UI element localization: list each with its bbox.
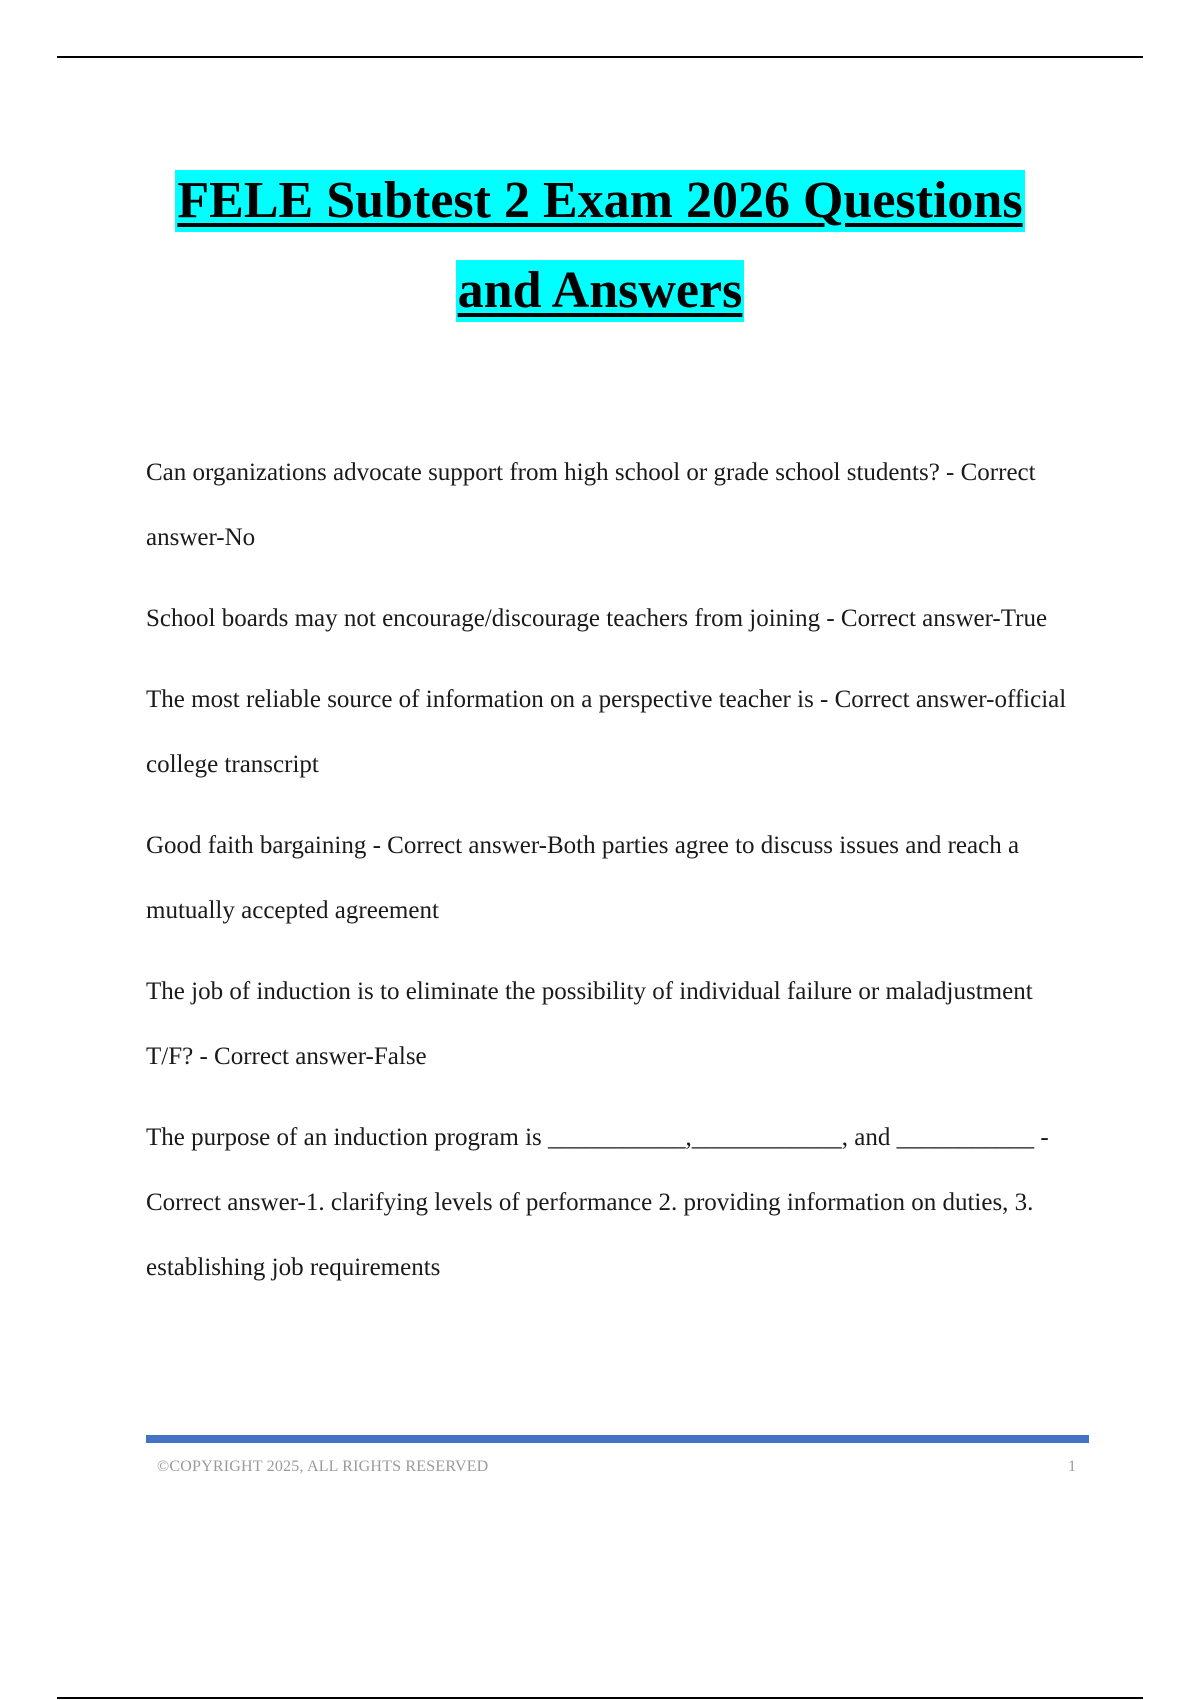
footer-copyright: ©COPYRIGHT 2025, ALL RIGHTS RESERVED	[157, 1458, 489, 1475]
document-title	[57, 170, 1143, 322]
qa-item: The purpose of an induction program is ___________,____________, and ___________ - Correct answer-1. clarifying levels of performance 2. providing information on duties, 3. establishing job requirements	[146, 1124, 1049, 1281]
qa-item: Can organizations advocate support from high school or grade school students? - Correct answer-No	[146, 459, 1036, 551]
footer-bar	[146, 1435, 1089, 1443]
qa-item: School boards may not encourage/discourage teachers from joining - Correct answer-True	[146, 605, 1048, 632]
qa-item: The job of induction is to eliminate the possibility of individual failure or maladjustment T/F? - Correct answer-False	[146, 978, 1033, 1070]
qa-item: Good faith bargaining - Correct answer-Both parties agree to discuss issues and reach a mutually accepted agreement	[146, 832, 1020, 924]
title-line-2: and Answers	[456, 260, 745, 322]
title-line-1: FELE Subtest 2 Exam 2026 Questions	[175, 170, 1024, 232]
bottom-rule	[57, 1697, 1143, 1699]
page-number: 1	[1068, 1458, 1076, 1475]
qa-item: The most reliable source of information on a perspective teacher is - Correct answer-official college transcript	[146, 686, 1067, 778]
top-rule	[57, 56, 1143, 58]
qa-list	[146, 440, 1076, 1316]
